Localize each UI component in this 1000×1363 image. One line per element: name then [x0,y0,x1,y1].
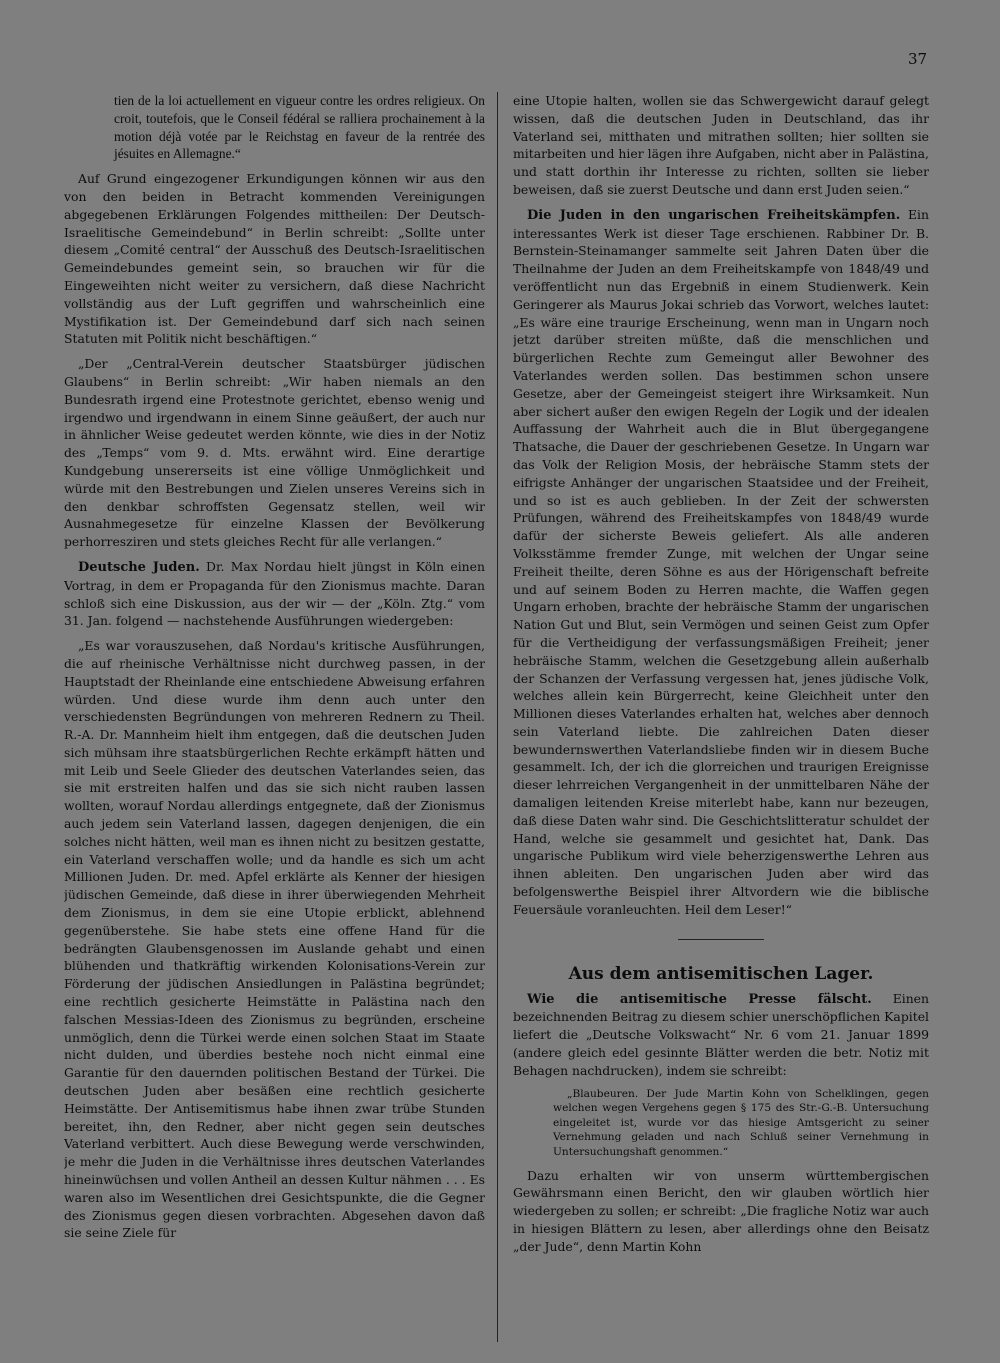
paragraph-lead: Die Juden in den ungarischen Freiheitskämpfen. [527,207,901,223]
paragraph: „Der „Central-Verein deutscher Staatsbürger jüdischen Glaubens“ in Berlin schreibt: „Wir haben niemals an den Bundesrath irgend eine Protestnote gerichtet, ebenso wenig und irgendwo und irgendwann in einem Sinne geäußert, der auch nur in ähnlicher Weise gedeutet werden könnte, wie dies in der Notiz des „Temps“ vom 9. d. Mts. erwähnt wird. Eine derartige Kundgebung unsererseits ist eine völlige Unmöglichkeit und würde mit den Bestrebungen und Zielen unseres Vereins sich in den denkbar schroffsten Gegensatz stellen, weil wir Ausnahmegesetze für einzelne Klassen der Bevölkerung perhorresziren und stets gleiches Recht für alle verlangen.“ [64,356,485,550]
paragraph-lead: Wie die antisemitische Presse fälscht. [527,991,872,1007]
column-rule [497,92,498,1342]
page-number: 37 [908,50,928,68]
paragraph-body: Ein interessantes Werk ist dieser Tage erschienen. Rabbiner Dr. B. Bernstein-Steinamanger sammelte seit Jahren Daten über die Theilnahme der Juden an dem Freiheitskampfe von 1848/49 und veröffentlicht nun das Ergebniß in einem Studienwerk. Kein Geringerer als Maurus Jokai schrieb das Vorwort, welches lautet: „Es wäre eine traurige Erscheinung, wenn man in Ungarn noch jetzt darüber streiten müßte, daß die menschlichen und bürgerlichen Rechte zum Gemeingut aller Bewohner des Vaterlandes werden sollen. Das bestimmen schon unsere Gesetze, aber der Gemeingeist steigert ihre Wirksamkeit. Nun aber sichert außer den ewigen Regeln der Logik und der idealen Auffassung der Wahrheit auch die in Blut übergegangene Thatsache, die Dauer der geschriebenen Gesetze. In Ungarn war das Volk der Religion Mosis, der hebräische Stamm stets der eifrigste Anhänger der ungarischen Staatsidee und der Freiheit, und so ist es auch geblieben. In der Zeit der schwersten Prüfungen, während des Freiheitskampfes von 1848/49 wurde dafür der sicherste Beweis geliefert. Als alle anderen Volksstämme fremder Zunge, mit welchen der Ungar seine Freiheit theilte, deren Söhne es aus der Hörigenschaft befreite und auf seinem Boden zu Herren machte, die Waffen gegen Ungarn erhoben, brachte der hebräische Stamm der ungarischen Nation Gut und Blut, sein Vermögen und seinen Geist zum Opfer für die Vertheidigung der verfassungsmäßigen Freiheit; jener hebräische Stamm, welchen die Gesetzgebung allein außerhalb der Schanzen der Verfassung vergessen hat, jenes jüdische Volk, welches allein kein Bürgerrecht, keine Gleichheit unter den Millionen dieses Vaterlandes erhalten hat, welches aber dennoch sein Vaterland liebte. Die zahlreichen Daten dieser bewundernswerthen Vaterlandsliebe finden wir in diesem Buche gesammelt. Ich, der ich die glorreichen und traurigen Ereignisse dieser lehrreichen Vergangenheit in der unmittelbaren Nähe der damaligen leitenden Kreise miterlebt habe, kann nur bezeugen, daß diese Daten wahr sind. Die Geschichtslitteratur schuldet der Hand, welche sie gesammelt und gesichtet hat, Dank. Das ungarische Publikum wird viele beherzigenswerthe Lehren aus ihnen ableiten. Den ungarischen Juden aber wird das befolgenswerthe Beispiel ihrer Altvordern wie die biblische Feuersäule voranleuchten. Heil dem Leser!“ [513,206,929,917]
paragraph-body: Dr. Max Nordau hielt jüngst in Köln einen Vortrag, in dem er Propaganda für den Zionismus machte. Daran schloß sich eine Diskussion, aus der wir — der „Köln. Ztg.“ vom 31. Jan. folgend — nachstehende Ausführungen wiedergeben: [64,558,485,629]
section-heading: Aus dem antisemitischen Lager. [568,963,874,984]
paragraph: „Es war vorauszusehen, daß Nordau's kritische Ausführungen, die auf rheinische Verhältnisse nicht durchweg passen, in der Hauptstadt der Rheinlande eine entschiedene Abweisung erfahren würden. Und diese wurde ihm denn auch unter den verschiedensten Begründungen von mehreren Rednern zu Theil. R.-A. Dr. Mannheim hielt ihm entgegen, daß die deutschen Juden sich mühsam ihre staatsbürgerlichen Rechte erkämpft hätten und mit Leib und Seele Glieder des deutschen Vaterlandes seien, das sie mit erstreiten halfen und das sie sich nicht rauben lassen wollten, worauf Nordau allerdings entgegnete, daß der Zionismus auch jedem sein Vaterland lassen, dagegen denjenigen, die ein solches nicht hätten, weil man es ihnen nicht zu besitzen gestatte, ein Vaterland verschaffen wolle; und da handle es sich um acht Millionen Juden. Dr. med. Apfel erklärte als Kenner der hiesigen jüdischen Gemeinde, daß diese in ihrer überwiegenden Mehrheit dem Zionismus, in dem sie eine Utopie erblickt, ablehnend gegenüberstehe. Sie habe stets eine offene Hand für die bedrängten Glaubensgenossen im Auslande gehabt und einen blühenden und thatkräftig wirkenden Kolonisations-Verein zur Förderung der jüdischen Ansiedlungen in Palästina begründet; eine rechtlich gesicherte Heimstätte in Palästina nach den falschen Messias-Ideen des Zionismus zu begründen, erscheine unmöglich, denn die Türkei werde einen solchen Staat im Staate nicht dulden, und überdies bestehe noch nicht einmal eine Garantie für den dauernden politischen Bestand der Türkei. Die deutschen Juden aber besäßen eine rechtlich gesicherte Heimstätte. Der Antisemitismus habe ihnen zwar trübe Stunden bereitet, ihn, den Redner, aber nicht gegen sein deutsches Vaterland verbittert. Auch diese Bewegung werde verschwinden, je mehr die Juden in die Verhältnisse ihres deutschen Vaterlandes hineinwüchsen und vollen Antheil an dessen Kultur nähmen . . . Es waren also im Wesentlichen drei Gesichtspunkte, die die Gegner des Zionismus gegen diesen vorbrachten. Abgesehen davon daß sie seine Ziele für [64,638,485,1241]
paragraph: Dazu erhalten wir von unserm württembergischen Gewährsmann einen Bericht, den wir glauben wörtlich hier wiedergeben zu sollen; er schreibt: „Die fragliche Notiz war auch in hiesigen Blättern zu lesen, aber allerdings ohne den Beisatz „der Jude“, denn Martin Kohn [513,1167,929,1254]
left-column [64,92,485,1342]
paragraph: Auf Grund eingezogener Erkundigungen können wir aus den von den beiden in Betracht kommenden Vereinigungen abgegebenen Erklärungen Folgendes mittheilen: Der Deutsch-Israelitische Gemeindebund“ in Berlin schreibt: „Sollte unter diesem „Comité central“ der Ausschuß des Deutsch-Israelitischen Gemeindebundes gemeint sein, so brauchen wir für die Eingeweihten nicht weiter zu versichern, daß diese Nachricht vollständig aus der Luft gegriffen und wahrscheinlich eine Mystifikation ist. Der Gemeindebund darf sich nach seinen Statuten mit Politik nicht beschäftigen.“ [64,171,485,347]
paragraph [64,558,485,630]
small-quote: „Blaubeuren. Der Jude Martin Kohn von Schelklingen, gegen welchen wegen Vergehens gegen § 175 des Str.-G.-B. Untersuchung eingeleitet ist, wurde vor das hiesige Amtsgericht zu seiner Vernehmung geladen und nach Schluß seiner Vernehmung in Untersuchungshaft genommen.“ [553,1087,929,1159]
paragraph-body: Einen bezeichnenden Beitrag zu diesem schier unerschöpflichen Kapitel liefert die „Deutsche Volkswacht“ Nr. 6 vom 21. Januar 1899 (andere gleich edel gesinnte Blätter werden die betr. Notiz mit Behagen nachdrucken), indem sie schreibt: [513,990,929,1078]
french-quote: tien de la loi actuellement en vigueur contre les ordres religieux. On croit, toutefois, que le Conseil fédéral se ralliera prochainement à la motion déjà votée par le Reichstag en faveur de la rentrée des jésuites en Allemagne.“ [114,93,485,162]
right-column [513,92,929,1342]
paragraph-lead: Deutsche Juden. [78,559,200,575]
paragraph: eine Utopie halten, wollen sie das Schwergewicht darauf gelegt wissen, daß die deutschen Juden in Deutschland, das ihr Vaterland sei, mitthaten und mitrathen sollten; hier sollten sie mitarbeiten und hier lägen ihre Aufgaben, nicht aber in Palästina, und statt dorthin ihr Interesse zu richten, sollten sie lieber beweisen, daß sie zuerst Deutsche und dann erst Juden seien.“ [513,93,929,197]
paragraph [513,206,929,919]
paragraph [513,990,929,1080]
